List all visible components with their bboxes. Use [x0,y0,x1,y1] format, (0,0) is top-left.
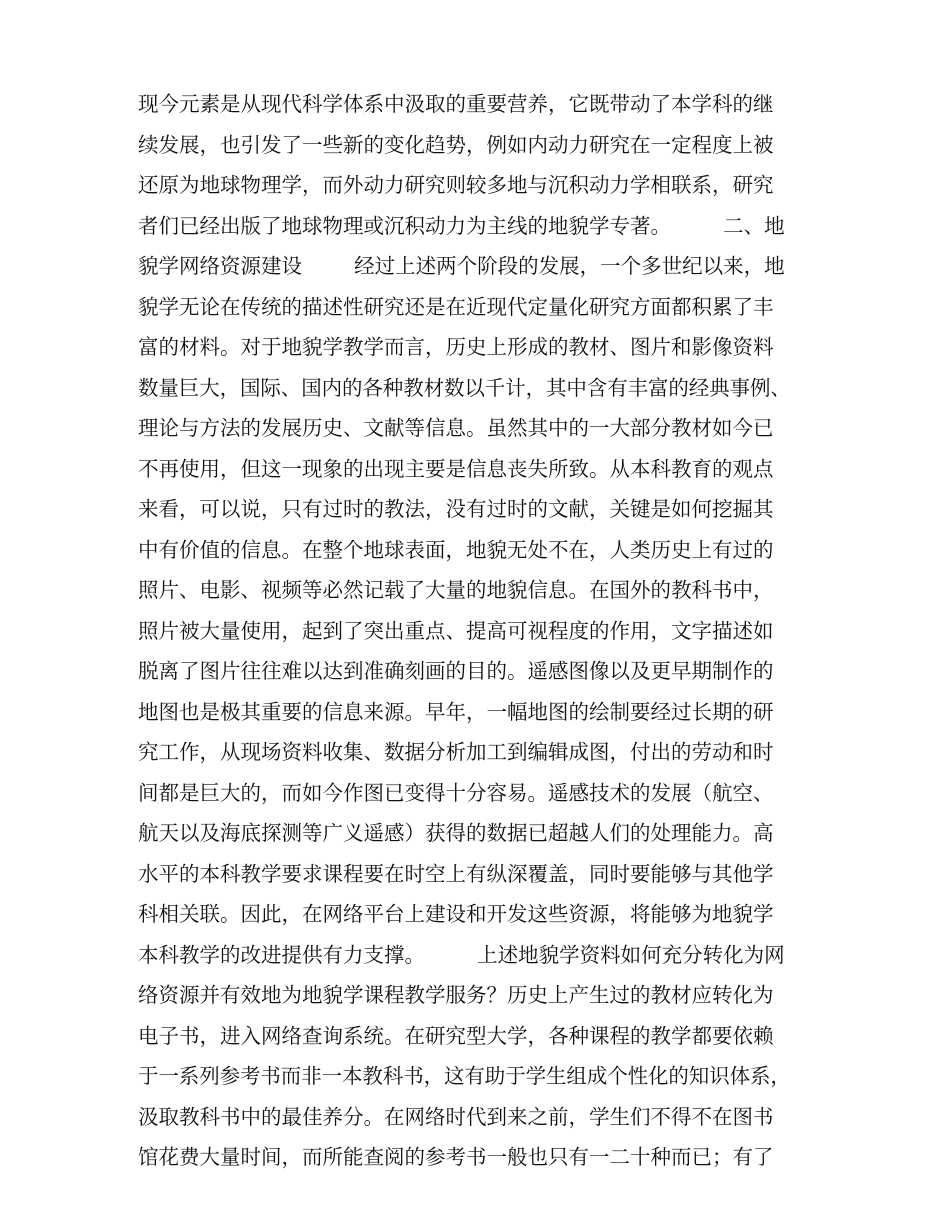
text-line: 数量巨大，国际、国内的各种教材数以千计，其中含有丰富的经典事例、 [138,375,791,400]
text-line: 中有价值的信息。在整个地球表面，地貌无处不在，人类历史上有过的 [138,537,774,562]
text-line: 续发展，也引发了一些新的变化趋势，例如内动力研究在一定程度上被 [138,132,774,157]
text-line: 貌学网络资源建设 经过上述两个阶段的发展，一个多世纪以来，地 [138,254,785,278]
text-line: 电子书，进入网络查询系统。在研究型大学，各种课程的教学都要依赖 [138,1023,774,1048]
text-line: 理论与方法的发展历史、文献等信息。虽然其中的一大部分教材如今已 [138,416,774,440]
text-line: 馆花费大量时间，而所能查阅的参考书一般也只有一二十种而已；有了 [138,1145,774,1169]
text-line: 貌学无论在传统的描述性研究还是在近现代定量化研究方面都积累了丰 [138,294,774,319]
document-page [138,84,816,1178]
text-line: 富的材料。对于地貌学教学而言，历史上形成的教材、图片和影像资料 [138,335,774,359]
text-line: 络资源并有效地为地貌学课程教学服务？历史上产生过的教材应转化为 [138,983,774,1007]
text-line: 究工作，从现场资料收集、数据分析加工到编辑成图，付出的劳动和时 [138,740,774,764]
text-line: 水平的本科教学要求课程要在时空上有纵深覆盖，同时要能够与其他学 [138,861,774,886]
text-line: 脱离了图片往往难以达到准确刻画的目的。遥感图像以及更早期制作的 [138,659,774,683]
text-line: 汲取教科书中的最佳养分。在网络时代到来之前，学生们不得不在图书 [138,1104,774,1129]
text-line: 还原为地球物理学，而外动力研究则较多地与沉积动力学相联系，研究 [138,173,774,197]
text-line: 科相关联。因此，在网络平台上建设和开发这些资源，将能够为地貌学 [138,902,774,926]
text-line: 照片被大量使用，起到了突出重点、提高可视程度的作用，文字描述如 [138,618,774,643]
text-line: 地图也是极其重要的信息来源。早年，一幅地图的绘制要经过长期的研 [138,699,774,724]
text-line: 航天以及海底探测等广义遥感）获得的数据已超越人们的处理能力。高 [138,821,774,845]
text-line: 于一系列参考书而非一本教科书，这有助于学生组成个性化的知识体系， [138,1064,791,1088]
text-line: 来看，可以说，只有过时的教法，没有过时的文献，关键是如何挖掘其 [138,497,774,521]
text-line: 间都是巨大的，而如今作图已变得十分容易。遥感技术的发展（航空、 [138,780,774,805]
text-line: 照片、电影、视频等必然记载了大量的地貌信息。在国外的教科书中， [138,578,774,602]
text-line: 者们已经出版了地球物理或沉积动力为主线的地貌学专著。 二、地 [138,213,785,238]
text-line: 不再使用，但这一现象的出现主要是信息丧失所致。从本科教育的观点 [138,456,774,481]
text-line: 现今元素是从现代科学体系中汲取的重要营养，它既带动了本学科的继 [138,92,774,116]
text-line: 本科教学的改进提供有力支撑。 上述地貌学资料如何充分转化为网 [138,942,785,967]
